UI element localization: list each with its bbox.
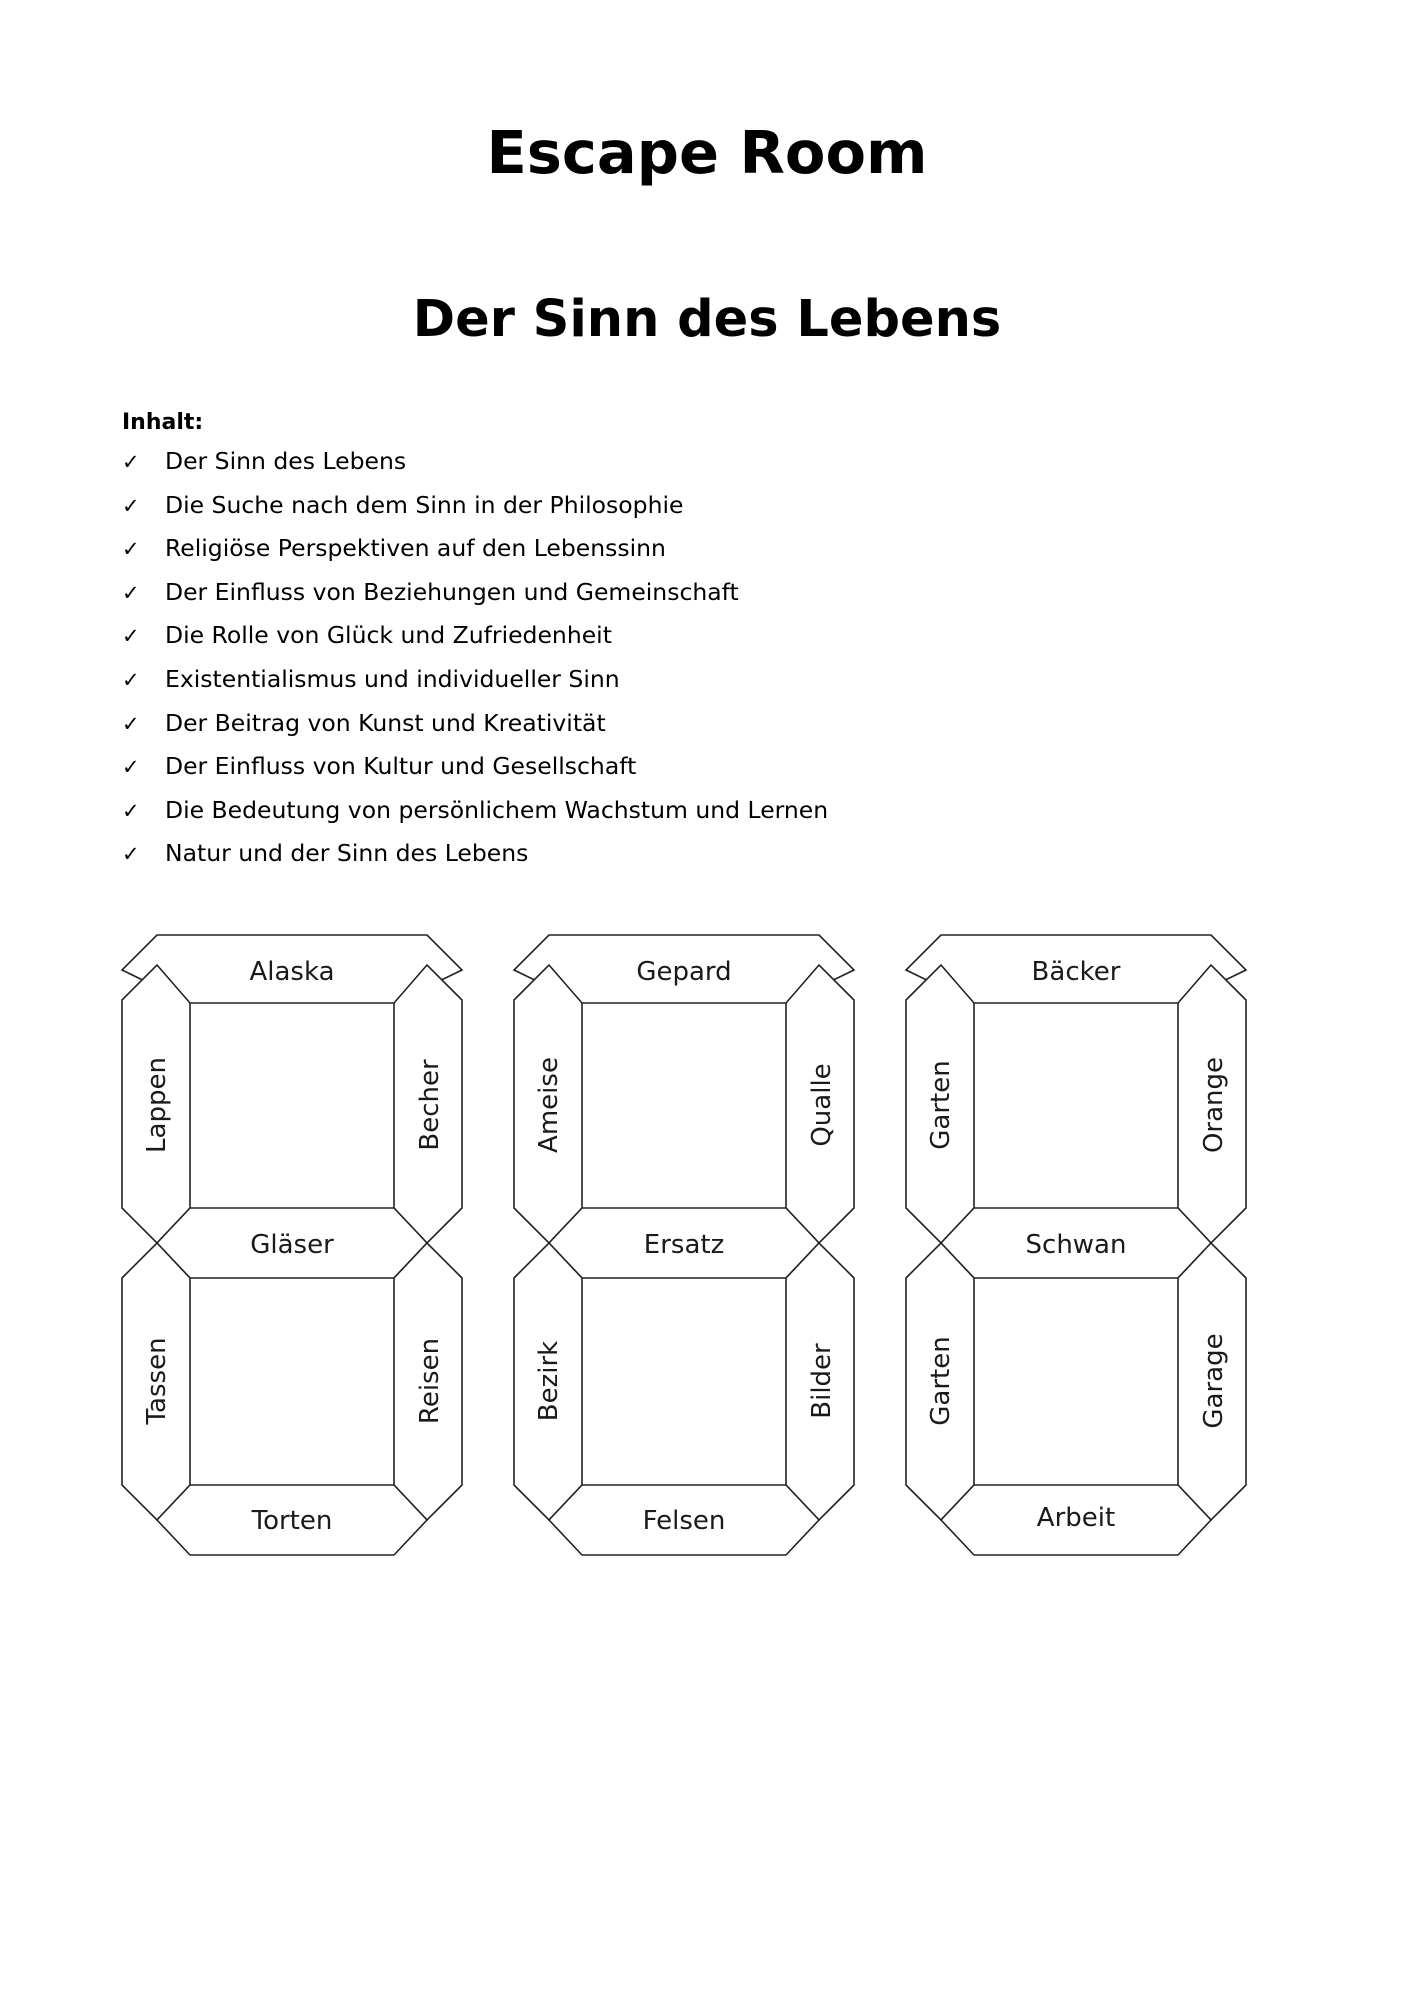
- segment-middle-word: Schwan: [1025, 1230, 1127, 1260]
- segment-upper-right-word: Becher: [415, 1059, 445, 1151]
- checkmark-icon: ✓: [122, 711, 140, 736]
- checkmark-icon: ✓: [122, 667, 140, 692]
- segment-top-word: Gepard: [636, 957, 732, 987]
- contents-item-text: Der Einfluss von Beziehungen und Gemeinschaft: [165, 577, 739, 606]
- checkmark-icon: ✓: [122, 580, 140, 605]
- segment-top-word: Bäcker: [1031, 957, 1121, 987]
- contents-item-text: Der Beitrag von Kunst und Kreativität: [165, 708, 606, 737]
- contents-item-text: Der Einfluss von Kultur und Gesellschaft: [165, 752, 637, 781]
- checkmark-icon: ✓: [122, 755, 140, 780]
- segment-upper-left-word: Garten: [926, 1060, 956, 1150]
- contents-item-text: Die Bedeutung von persönlichem Wachstum und Lernen: [165, 795, 829, 824]
- segment-lower-right-word: Bilder: [807, 1343, 837, 1419]
- contents-item-text: Die Rolle von Glück und Zufriedenheit: [165, 621, 612, 650]
- segment-top-word: Alaska: [249, 957, 335, 987]
- checkmark-icon: ✓: [122, 624, 140, 649]
- contents-item-text: Der Sinn des Lebens: [165, 447, 407, 475]
- segment-lower-left-word: Bezirk: [534, 1340, 564, 1422]
- checkmark-icon: ✓: [122, 537, 140, 562]
- segment-puzzle: [514, 935, 854, 1555]
- segment-lower-right-word: Garage: [1199, 1333, 1229, 1429]
- segment-lower-left-word: Tassen: [142, 1337, 172, 1425]
- segment-lower-right-word: Reisen: [415, 1337, 445, 1425]
- segment-upper-right-word: Orange: [1199, 1056, 1229, 1154]
- checkmark-icon: ✓: [122, 842, 140, 867]
- segment-upper-left-word: Ameise: [534, 1057, 564, 1153]
- segment-middle-word: Ersatz: [643, 1230, 725, 1260]
- segment-bottom-word: Felsen: [642, 1506, 726, 1536]
- contents-label: Inhalt:: [122, 410, 204, 435]
- contents-item-text: Existentialismus und individueller Sinn: [165, 664, 620, 693]
- contents-item-text: Natur und der Sinn des Lebens: [165, 839, 529, 868]
- checkmark-icon: ✓: [122, 493, 140, 518]
- page-title: Escape Room: [486, 118, 928, 187]
- segment-upper-left-word: Lappen: [142, 1057, 172, 1153]
- checkmark-icon: ✓: [122, 450, 140, 474]
- segment-middle-word: Gläser: [250, 1230, 334, 1260]
- checkmark-icon: ✓: [122, 798, 140, 823]
- page-subtitle: Der Sinn des Lebens: [412, 290, 1002, 349]
- segment-puzzle: [122, 935, 462, 1555]
- segment-bottom-word: Torten: [251, 1506, 333, 1536]
- segment-upper-right-word: Qualle: [807, 1063, 837, 1147]
- contents-item-text: Religiöse Perspektiven auf den Lebenssinn: [165, 534, 666, 563]
- contents-item-text: Die Suche nach dem Sinn in der Philosophie: [165, 490, 684, 519]
- segment-lower-left-word: Garten: [926, 1336, 956, 1426]
- segment-bottom-word: Arbeit: [1036, 1503, 1116, 1533]
- segment-puzzle: [906, 935, 1246, 1555]
